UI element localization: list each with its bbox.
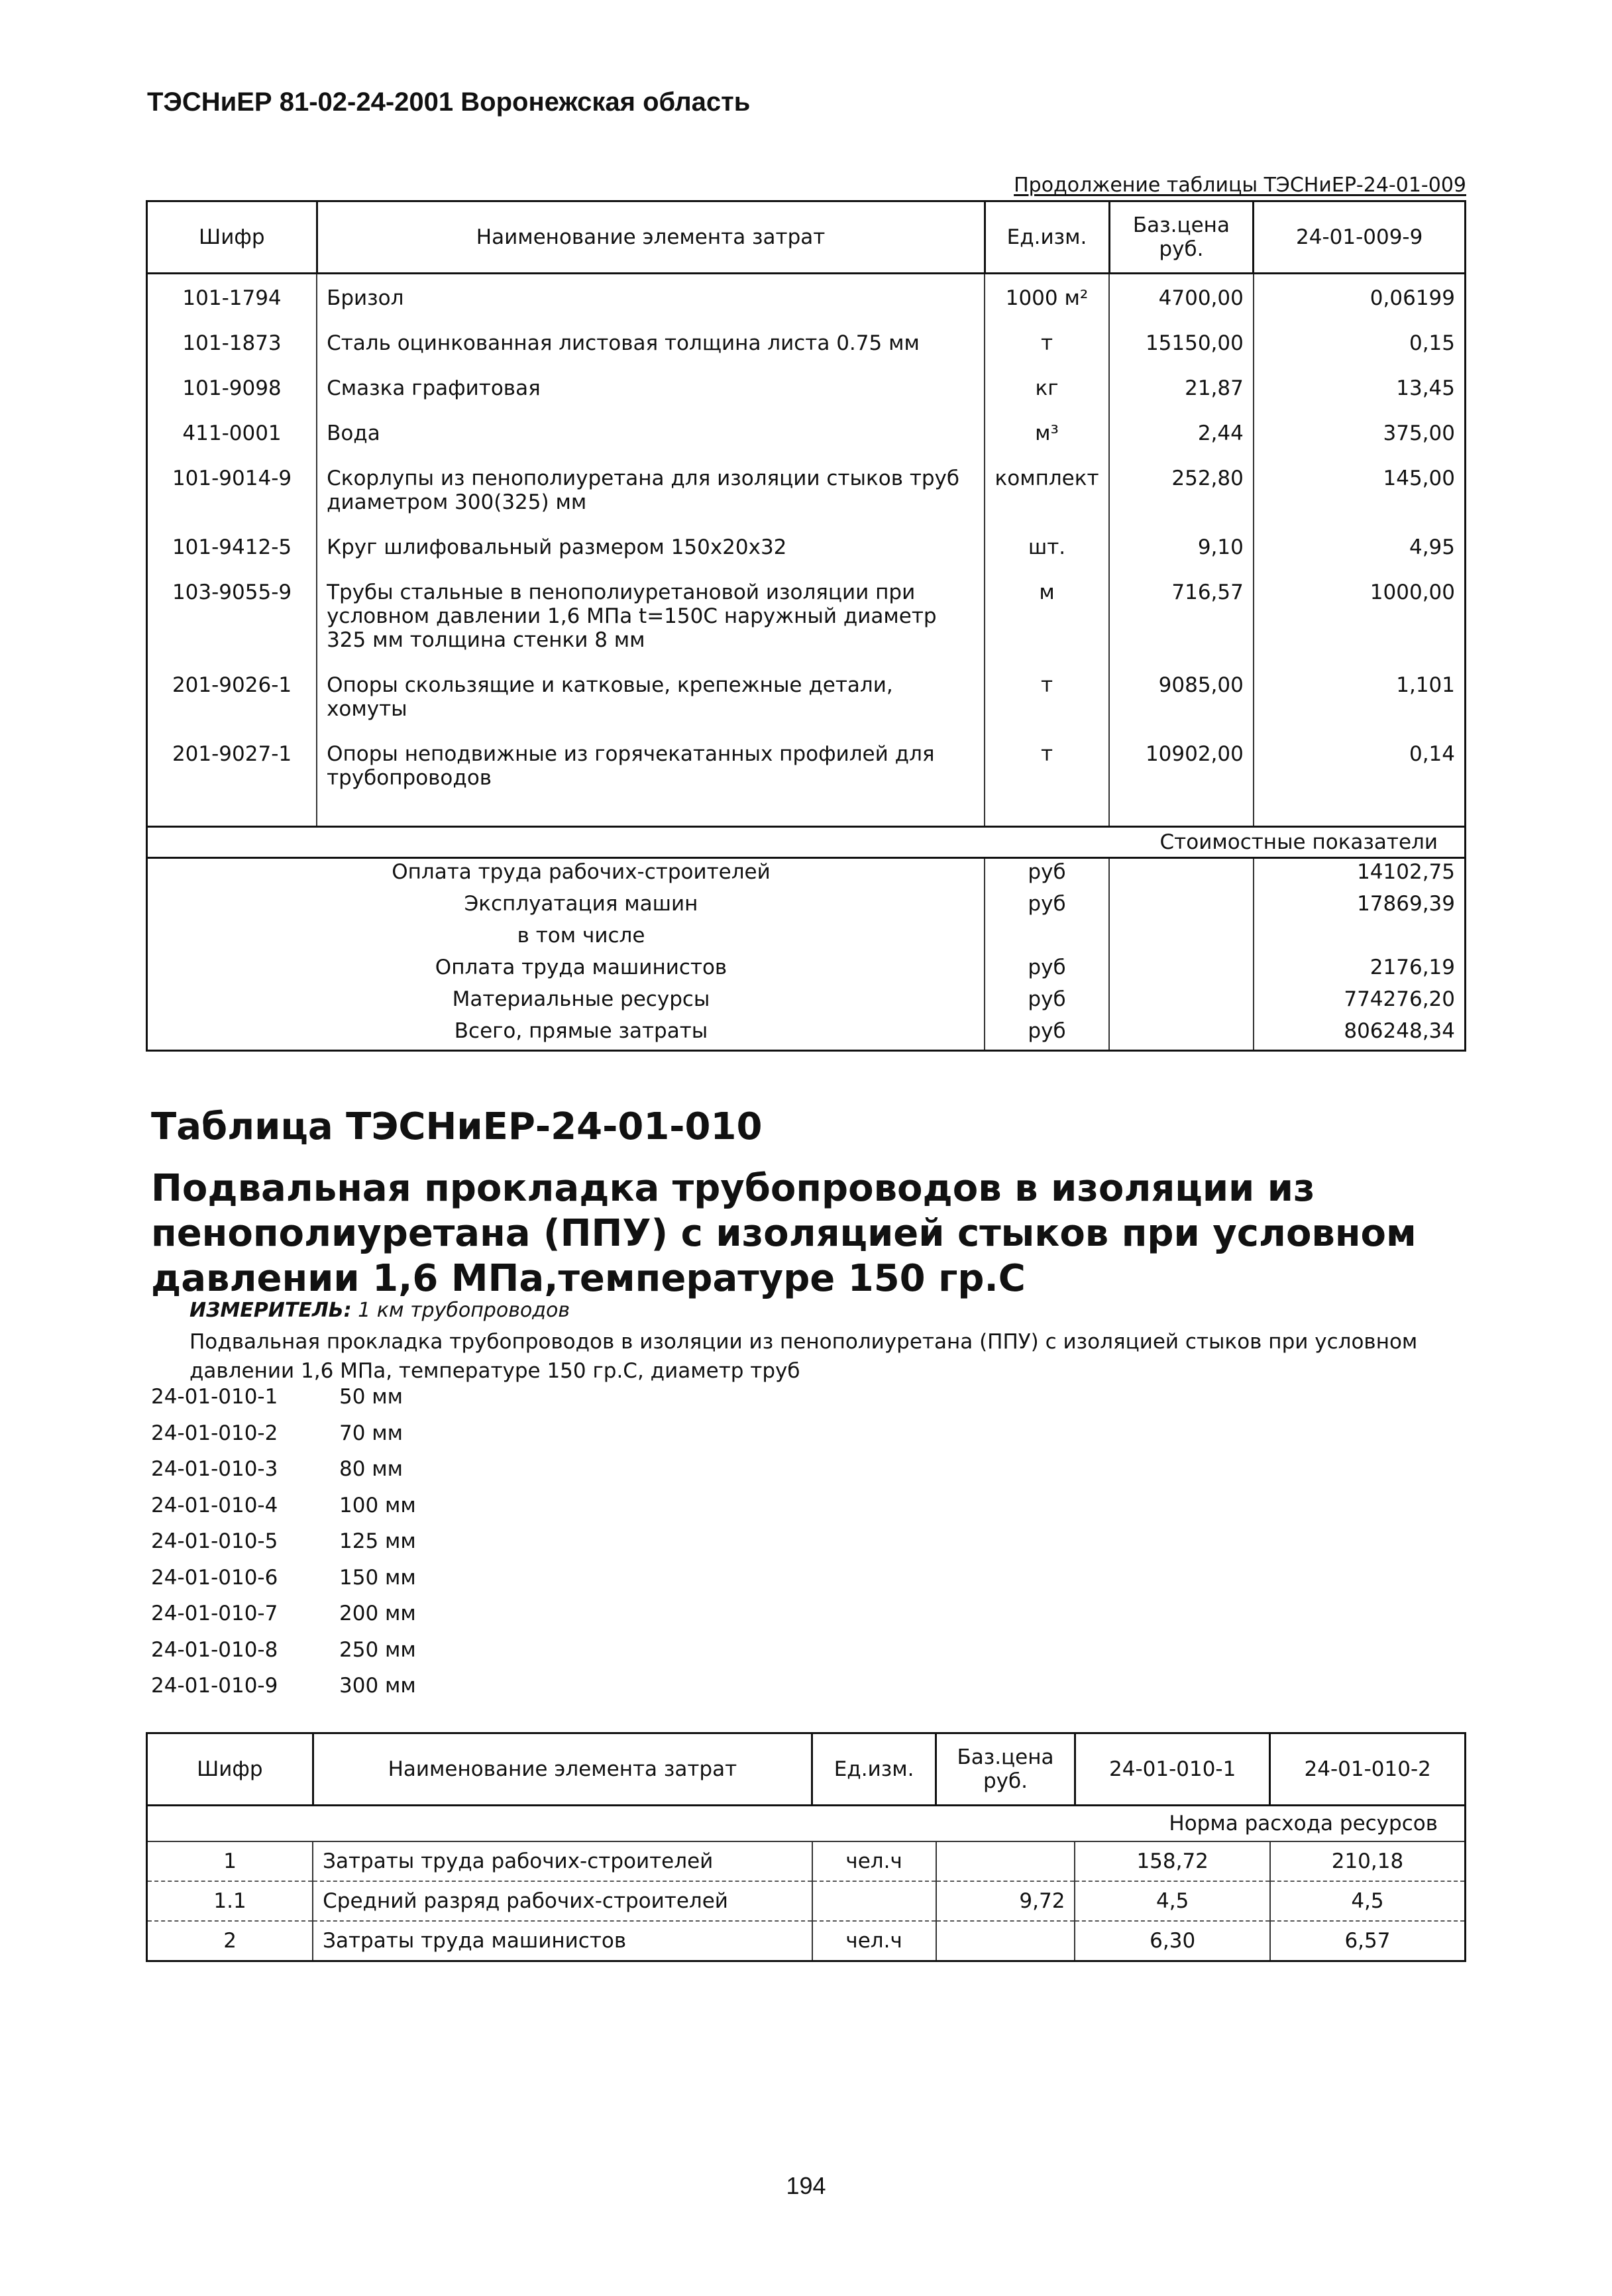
row-unit: м³	[985, 410, 1109, 455]
summary-row	[147, 858, 1466, 891]
row-code: 201-9027-1	[147, 730, 317, 799]
row-unit: т	[985, 730, 1109, 799]
summary-value: 774276,20	[1254, 986, 1466, 1018]
measure-value: 1 км трубопроводов	[358, 1299, 570, 1322]
summary-price-cell	[1109, 1018, 1254, 1051]
code-diameter: 300 мм	[339, 1674, 416, 1698]
spacer-cell	[147, 799, 317, 827]
row-code: 101-1873	[147, 319, 317, 364]
col-header-unit: Ед.изм.	[812, 1733, 936, 1806]
row-name: Сталь оцинкованная листовая толщина листа 0.75 мм	[317, 319, 985, 364]
table-row	[147, 569, 1466, 661]
row-price: 252,80	[1109, 455, 1254, 523]
table-row	[147, 730, 1466, 799]
table-row	[147, 364, 1466, 410]
summary-price-cell	[1109, 891, 1254, 922]
code-id: 24-01-010-3	[151, 1457, 278, 1481]
summary-label: Всего, прямые затраты	[147, 1018, 985, 1051]
table-row	[147, 1921, 1466, 1961]
row-code: 1.1	[147, 1881, 313, 1921]
row-code: 201-9026-1	[147, 661, 317, 730]
code-list-item	[151, 1602, 416, 1638]
row-price	[936, 1921, 1075, 1961]
code-id: 24-01-010-6	[151, 1565, 278, 1590]
summary-label: Оплата труда машинистов	[147, 954, 985, 986]
row-name: Бризол	[317, 274, 985, 320]
summary-unit: руб	[985, 954, 1109, 986]
row-value: 0,06199	[1254, 274, 1466, 320]
code-list	[151, 1385, 416, 1710]
row-name: Средний разряд рабочих-строителей	[313, 1881, 812, 1921]
materials-end-row	[147, 799, 1466, 827]
summary-value: 14102,75	[1254, 858, 1466, 891]
summary-value: 17869,39	[1254, 891, 1466, 922]
row-value: 145,00	[1254, 455, 1466, 523]
col-header-code: Шифр	[147, 201, 317, 274]
code-id: 24-01-010-7	[151, 1602, 278, 1625]
spacer-cell	[317, 799, 985, 827]
table-subject-heading: Подвальная прокладка трубопроводов в изоляции из пенополиуретана (ППУ) с изоляцией стыков при условном давлении 1,6 МПа,температуре 150 гр.С	[151, 1167, 1417, 1300]
row-code: 411-0001	[147, 410, 317, 455]
row-price: 716,57	[1109, 569, 1254, 661]
row-code: 1	[147, 1841, 313, 1881]
row-code: 101-9098	[147, 364, 317, 410]
row-price: 2,44	[1109, 410, 1254, 455]
row-price: 21,87	[1109, 364, 1254, 410]
row-code: 101-1794	[147, 274, 317, 320]
row-unit: комплект	[985, 455, 1109, 523]
norm-caption: Норма расхода ресурсов	[147, 1806, 1466, 1842]
code-diameter: 150 мм	[339, 1565, 416, 1590]
row-name: Опоры скользящие и катковые, крепежные детали, хомуты	[317, 661, 985, 730]
code-id: 24-01-010-8	[151, 1637, 278, 1662]
row-name: Трубы стальные в пенополиуретановой изоляции при условном давлении 1,6 МПа t=150C наружный диаметр 325 мм толщина стенки 8 мм	[317, 569, 985, 661]
code-list-item	[151, 1566, 416, 1602]
row-value: 0,15	[1254, 319, 1466, 364]
row-price: 9085,00	[1109, 661, 1254, 730]
row-name: Затраты труда рабочих-строителей	[313, 1841, 812, 1881]
code-list-item	[151, 1638, 416, 1674]
summary-unit: руб	[985, 891, 1109, 922]
row-unit	[812, 1881, 936, 1921]
code-diameter: 100 мм	[339, 1493, 416, 1517]
code-id: 24-01-010-5	[151, 1529, 278, 1553]
table-row	[147, 274, 1466, 320]
row-name: Опоры неподвижные из горячекатанных профилей для трубопроводов	[317, 730, 985, 799]
table-description: Подвальная прокладка трубопроводов в изоляции из пенополиуретана (ППУ) с изоляцией стыков при условном давлении 1,6 МПа, температуре 150 гр.С, диаметр труб	[189, 1330, 1418, 1383]
spacer-cell	[1109, 799, 1254, 827]
table-row	[147, 455, 1466, 523]
col-header-norm: 24-01-009-9	[1254, 201, 1466, 274]
table-header-row	[147, 1733, 1466, 1806]
code-list-item	[151, 1421, 416, 1458]
spacer-cell	[1254, 799, 1466, 827]
summary-price-cell	[1109, 954, 1254, 986]
resources-table-009	[146, 200, 1466, 1052]
row-value-1: 158,72	[1075, 1841, 1270, 1881]
code-diameter: 125 мм	[339, 1529, 416, 1553]
col-header-price: Баз.цена руб.	[1109, 201, 1254, 274]
table-title: Таблица ТЭСНиЕР-24-01-010	[151, 1105, 763, 1148]
row-value-1: 4,5	[1075, 1881, 1270, 1921]
code-id: 24-01-010-4	[151, 1493, 278, 1517]
row-value: 0,14	[1254, 730, 1466, 799]
row-unit: т	[985, 661, 1109, 730]
spacer-cell	[985, 799, 1109, 827]
summary-label: Оплата труда рабочих-строителей	[147, 858, 985, 891]
table-row	[147, 319, 1466, 364]
code-list-item	[151, 1385, 416, 1421]
col-header-name: Наименование элемента затрат	[317, 201, 985, 274]
code-diameter: 50 мм	[339, 1385, 403, 1409]
col-header-price: Баз.цена руб.	[936, 1733, 1075, 1806]
summary-value: 2176,19	[1254, 954, 1466, 986]
row-code: 101-9412-5	[147, 523, 317, 569]
table-row	[147, 1841, 1466, 1881]
table-header-row	[147, 201, 1466, 274]
row-value-2: 6,57	[1270, 1921, 1466, 1961]
summary-label: в том числе	[147, 922, 985, 954]
row-price: 9,72	[936, 1881, 1075, 1921]
row-value: 4,95	[1254, 523, 1466, 569]
table-row	[147, 410, 1466, 455]
row-unit: чел.ч	[812, 1841, 936, 1881]
row-unit: шт.	[985, 523, 1109, 569]
code-id: 24-01-010-2	[151, 1421, 278, 1445]
row-unit: чел.ч	[812, 1921, 936, 1961]
table-row	[147, 661, 1466, 730]
code-list-item	[151, 1494, 416, 1530]
col-header-norm-1: 24-01-010-1	[1075, 1733, 1270, 1806]
row-price: 4700,00	[1109, 274, 1254, 320]
code-diameter: 70 мм	[339, 1421, 403, 1445]
row-value-2: 210,18	[1270, 1841, 1466, 1881]
summary-unit	[985, 922, 1109, 954]
row-unit: кг	[985, 364, 1109, 410]
summary-row	[147, 891, 1466, 922]
code-id: 24-01-010-1	[151, 1385, 278, 1409]
row-value: 375,00	[1254, 410, 1466, 455]
code-diameter: 200 мм	[339, 1602, 416, 1625]
row-name: Затраты труда машинистов	[313, 1921, 812, 1961]
col-header-code: Шифр	[147, 1733, 313, 1806]
summary-unit: руб	[985, 986, 1109, 1018]
summary-unit: руб	[985, 858, 1109, 891]
row-unit: т	[985, 319, 1109, 364]
summary-row	[147, 954, 1466, 986]
row-value-1: 6,30	[1075, 1921, 1270, 1961]
summary-label: Эксплуатация машин	[147, 891, 985, 922]
row-price	[936, 1841, 1075, 1881]
resources-table-010	[146, 1732, 1466, 1962]
summary-row	[147, 922, 1466, 954]
document-header: ТЭСНиЕР 81-02-24-2001 Воронежская область	[147, 87, 751, 117]
row-value-2: 4,5	[1270, 1881, 1466, 1921]
col-header-unit: Ед.изм.	[985, 201, 1109, 274]
code-id: 24-01-010-9	[151, 1674, 278, 1698]
code-diameter: 250 мм	[339, 1637, 416, 1662]
measure-line	[189, 1299, 570, 1322]
row-price: 10902,00	[1109, 730, 1254, 799]
row-unit: 1000 м²	[985, 274, 1109, 320]
row-code: 103-9055-9	[147, 569, 317, 661]
page-number: 194	[786, 2172, 826, 2199]
row-name: Вода	[317, 410, 985, 455]
summary-row	[147, 1018, 1466, 1051]
cost-caption-row	[147, 827, 1466, 858]
row-name: Скорлупы из пенополиуретана для изоляции стыков труб диаметром 300(325) мм	[317, 455, 985, 523]
row-value: 1,101	[1254, 661, 1466, 730]
summary-row	[147, 986, 1466, 1018]
row-price: 15150,00	[1109, 319, 1254, 364]
summary-unit: руб	[985, 1018, 1109, 1051]
row-value: 1000,00	[1254, 569, 1466, 661]
row-unit: м	[985, 569, 1109, 661]
summary-value	[1254, 922, 1466, 954]
summary-value: 806248,34	[1254, 1018, 1466, 1051]
measure-label: ИЗМЕРИТЕЛЬ:	[189, 1299, 352, 1322]
code-diameter: 80 мм	[339, 1457, 403, 1481]
row-price: 9,10	[1109, 523, 1254, 569]
code-list-item	[151, 1457, 416, 1494]
row-code: 101-9014-9	[147, 455, 317, 523]
table-row	[147, 523, 1466, 569]
table-continuation-caption: Продолжение таблицы ТЭСНиЕР-24-01-009	[1014, 174, 1466, 197]
summary-price-cell	[1109, 858, 1254, 891]
row-code: 2	[147, 1921, 313, 1961]
summary-price-cell	[1109, 922, 1254, 954]
summary-price-cell	[1109, 986, 1254, 1018]
row-name: Смазка графитовая	[317, 364, 985, 410]
code-list-item	[151, 1674, 416, 1710]
row-value: 13,45	[1254, 364, 1466, 410]
row-name: Круг шлифовальный размером 150х20х32	[317, 523, 985, 569]
col-header-name: Наименование элемента затрат	[313, 1733, 812, 1806]
summary-label: Материальные ресурсы	[147, 986, 985, 1018]
norm-caption-row	[147, 1806, 1466, 1842]
code-list-item	[151, 1529, 416, 1566]
col-header-norm-2: 24-01-010-2	[1270, 1733, 1466, 1806]
cost-caption: Стоимостные показатели	[147, 827, 1466, 858]
table-row	[147, 1881, 1466, 1921]
